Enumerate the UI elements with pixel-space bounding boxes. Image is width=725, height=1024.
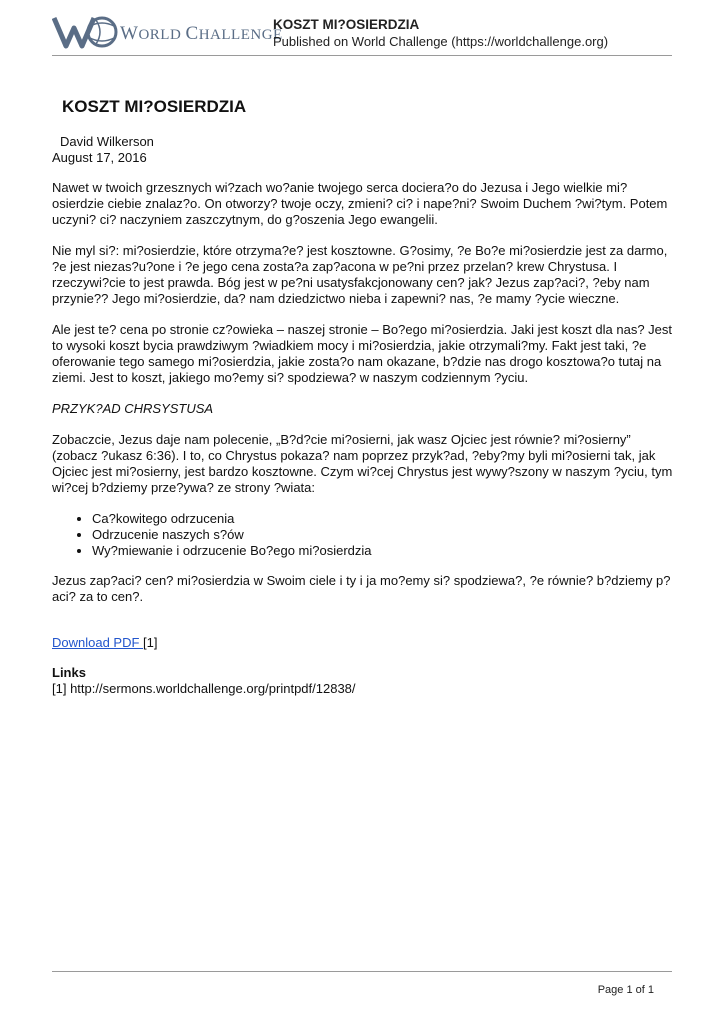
download-pdf-link[interactable]: Download PDF (52, 635, 144, 650)
links-heading: Links (52, 665, 86, 680)
paragraph: Ale jest te? cena po stronie cz?owieka – naszej stronie – Bo?ego mi?osierdzia. Jaki jest koszt dla nas? Jest to wysoki koszt bycia prawdziwym ?wiadkiem mocy i mi?osierdzia, jakie otrzymali?my. Fakt jest taki, ?e oferowanie tego samego mi?osierdzia, jakie zosta?o nam okazane, b?dzie nas drogo kosztowa?o tutaj na ziemi. Jest to koszt, jakiego mo?emy si? spodziewa? w naszym codziennym ?yciu. (52, 322, 673, 385)
header-title: KOSZT MI?OSIERDZIA (273, 17, 420, 32)
download-row (52, 635, 674, 651)
link-reference: [1] http://sermons.worldchallenge.org/printpdf/12838/ (52, 681, 356, 696)
article-body (52, 96, 674, 697)
article-date: August 17, 2016 (52, 150, 147, 165)
globe-w-icon (52, 14, 118, 50)
bullet-list (52, 511, 674, 559)
page-header (0, 0, 725, 56)
article-author: David Wilkerson (60, 134, 154, 149)
page-number: Page 1 of 1 (597, 984, 654, 996)
list-item: • Odrzucenie naszych s?ów (92, 527, 674, 543)
world-challenge-logo (52, 14, 283, 50)
section-subheading: PRZYK?AD CHRSYSTUSA (52, 401, 214, 416)
paragraph: Nawet w twoich grzesznych wi?zach wo?anie twojego serca dociera?o do Jezusa i Jego wielkie mi?osierdzie ciebie znalaz?o. On otworzy? twoje oczy, zmieni? ci? i nape?ni? Swoim Duchem ?wi?tym. Potem uczyni? ci? naczyniem zaszczytnym, do g?oszenia Jego ewangelii. (52, 180, 668, 227)
paragraph: Zobaczcie, Jezus daje nam polecenie, „B?d?cie mi?osierni, jak wasz Ojciec jest równie? mi?osierny” (zobacz ?ukasz 6:36). I to, co Chrystus pokaza? nam poprzez przyk?ad, ?eby?my byli mi?osierni tak, jak Ojciec jest mi?osierny, jest bardzo kosztowne. Czym wi?cej Chrystus jest wywy?szony w naszym ?yciu, tym wi?cej b?dziemy prze?ywa? ze strony ?wiata: (52, 432, 673, 495)
paragraph: Jezus zap?aci? cen? mi?osierdzia w Swoim ciele i ty i ja mo?emy si? spodziewa?, ?e równie? b?dziemy p?aci? za to cen?. (52, 573, 671, 604)
header-divider (52, 55, 672, 56)
download-ref: [1] (143, 635, 158, 650)
list-item: • Wy?miewanie i odrzucenie Bo?ego mi?osierdzia (92, 543, 674, 559)
header-subtitle: Published on World Challenge (https://worldchallenge.org) (273, 34, 609, 49)
logo-wordmark: WORLD CHALLENGE (120, 23, 283, 44)
article-title: KOSZT MI?OSIERDZIA (62, 97, 247, 116)
paragraph: Nie myl si?: mi?osierdzie, które otrzyma?e? jest kosztowne. G?osimy, ?e Bo?e mi?osierdzie jest za darmo, ?e jest niezas?u?one i ?e jego cena zosta?a zap?acona w pe?ni przez przelan? krew Chrystusa. I rzeczywi?cie to jest prawda. Bóg jest w pe?ni usatysfakcjonowany cen? jak? Jezus zap?aci?, ?eby nam przynie?? Jego mi?osierdzie, da? nam dziedzictwo nieba i zapewni? nas, ?e mamy ?ycie wieczne. (52, 243, 668, 306)
footer-divider (52, 971, 672, 972)
list-item: • Ca?kowitego odrzucenia (92, 511, 674, 527)
